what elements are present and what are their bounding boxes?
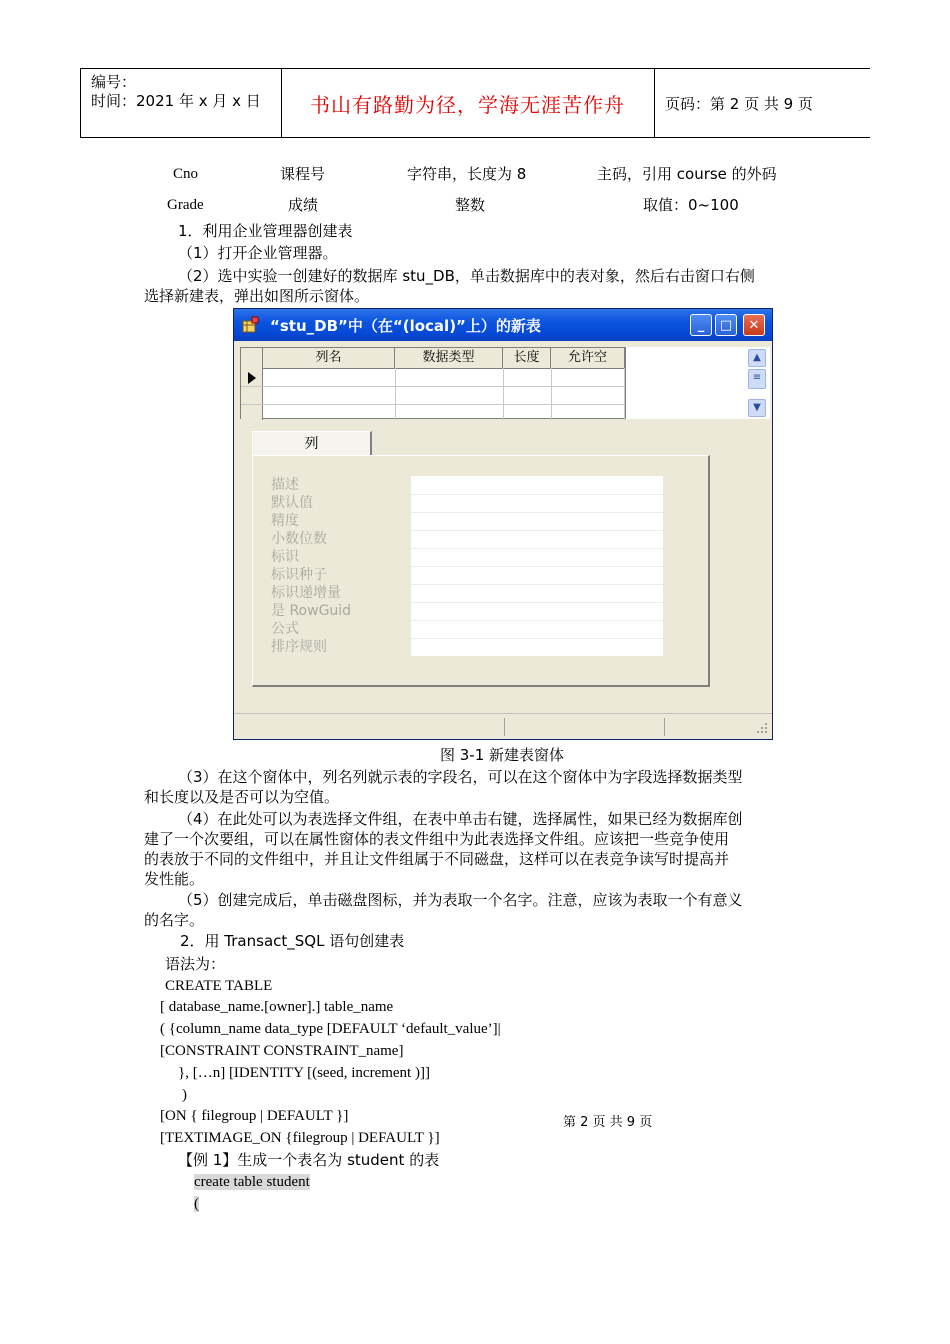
syntax-line: }, […n] [IDENTITY [(seed, increment )]] xyxy=(178,1065,430,1081)
property-values-box[interactable] xyxy=(411,476,663,656)
prop-default: 默认值 xyxy=(271,495,313,511)
window-titlebar[interactable] xyxy=(234,309,772,341)
page-label: 页码：第 2 页 共 9 页 xyxy=(665,95,813,113)
scroll-thumb[interactable]: ≡ xyxy=(748,369,766,389)
example-title: 【例 1】生成一个表名为 student 的表 xyxy=(178,1151,440,1169)
column-grid[interactable] xyxy=(240,347,626,419)
syntax-line: [CONSTRAINT CONSTRAINT_name] xyxy=(160,1043,404,1059)
paragraph: 发性能。 xyxy=(144,870,205,888)
number-label: 编号： xyxy=(91,73,137,91)
syntax-label: 语法为： xyxy=(165,955,226,973)
prop-identity: 标识 xyxy=(271,549,299,565)
paragraph: （1）打开企业管理器。 xyxy=(178,244,338,262)
prop-identity-seed: 标识种子 xyxy=(271,567,327,583)
row-selector[interactable] xyxy=(241,368,263,420)
syntax-line: [ON { filegroup | DEFAULT }] xyxy=(160,1108,349,1124)
prop-precision: 精度 xyxy=(271,513,299,529)
field-name: Cno xyxy=(173,166,199,182)
column-header-length[interactable]: 长度 xyxy=(503,348,551,368)
example-code-line xyxy=(194,1172,310,1192)
field-note: 主码，引用 course 的外码 xyxy=(597,165,777,183)
grid-corner xyxy=(241,348,263,368)
field-name: Grade xyxy=(167,197,204,213)
scroll-down-button[interactable]: ▼ xyxy=(748,399,766,417)
column-properties-panel xyxy=(252,455,710,687)
syntax-line: [TEXTIMAGE_ON {filegroup | DEFAULT }] xyxy=(160,1130,440,1146)
tab-columns[interactable]: 列 xyxy=(252,431,372,455)
code-text: ( xyxy=(194,1196,199,1212)
header-table xyxy=(80,68,870,138)
motto: 书山有路勤为径，学海无涯苦作舟 xyxy=(310,93,625,117)
grid-scroll-area xyxy=(626,347,770,419)
prop-collation: 排序规则 xyxy=(271,639,327,655)
paragraph: 和长度以及是否可以为空值。 xyxy=(144,788,340,806)
grid-header-row xyxy=(241,348,625,369)
prop-description: 描述 xyxy=(271,477,299,493)
prop-rowguid: 是 RowGuid xyxy=(271,603,352,619)
paragraph: 的表放于不同的文件组中，并且让文件组属于不同磁盘，这样可以在表竞争读写时提高并 xyxy=(144,850,730,868)
figure-caption: 图 3-1 新建表窗体 xyxy=(440,746,565,764)
prop-formula: 公式 xyxy=(271,621,299,637)
paragraph: （3）在这个窗体中，列名列就示表的字段名，可以在这个窗体中为字段选择数据类型 xyxy=(178,768,743,786)
field-label: 成绩 xyxy=(288,196,319,214)
syntax-line: ) xyxy=(182,1087,187,1103)
prop-identity-increment: 标识递增量 xyxy=(271,585,341,601)
column-properties-area xyxy=(240,425,768,715)
new-table-window xyxy=(233,308,773,740)
footer-page-number: 第 2 页 共 9 页 xyxy=(563,1115,653,1130)
table-designer-icon xyxy=(242,316,260,334)
field-note: 取值：0~100 xyxy=(643,196,739,214)
close-button[interactable]: ✕ xyxy=(743,314,765,336)
syntax-line: CREATE TABLE xyxy=(165,978,273,994)
resize-grip-icon[interactable] xyxy=(756,722,768,734)
scroll-up-button[interactable]: ▲ xyxy=(748,349,766,367)
maximize-button[interactable]: □ xyxy=(715,314,737,336)
paragraph: 建了一个次要组，可以在属性窗体的表文件组中为此表选择文件组。应该把一些竞争使用 xyxy=(144,830,730,848)
paragraph: （5）创建完成后，单击磁盘图标，并为表取一个名字。注意，应该为表取一个有意义 xyxy=(178,891,743,909)
syntax-line: ( {column_name data_type [DEFAULT ‘default_value’]| xyxy=(160,1021,501,1037)
header-right-cell xyxy=(655,69,870,137)
section-heading-2: 2．用 Transact_SQL 语句创建表 xyxy=(180,932,405,950)
current-row-arrow-icon xyxy=(247,372,257,384)
field-label: 课程号 xyxy=(280,165,326,183)
field-type: 字符串，长度为 8 xyxy=(407,165,527,183)
column-header-datatype[interactable]: 数据类型 xyxy=(395,348,503,368)
column-header-nullable[interactable]: 允许空 xyxy=(551,348,625,368)
code-text: create table student xyxy=(194,1174,310,1190)
syntax-line: [ database_name.[owner].] table_name xyxy=(160,999,394,1015)
column-header-name[interactable]: 列名 xyxy=(263,348,395,368)
status-bar xyxy=(234,713,772,740)
section-heading-1: 1．利用企业管理器创建表 xyxy=(178,222,353,240)
example-code-line xyxy=(194,1194,199,1214)
paragraph: （4）在此处可以为表选择文件组，在表中单击右键，选择属性，如果已经为数据库创 xyxy=(178,810,743,828)
header-left-cell xyxy=(80,69,282,137)
paragraph: 的名字。 xyxy=(144,911,205,929)
prop-scale: 小数位数 xyxy=(271,531,327,547)
window-title: “stu_DB”中（在“(local)”上）的新表 xyxy=(270,317,541,335)
minimize-button[interactable]: _ xyxy=(690,314,712,336)
field-type: 整数 xyxy=(455,196,486,214)
paragraph: （2）选中实验一创建好的数据库 stu_DB，单击数据库中的表对象，然后右击窗口右侧 xyxy=(178,267,755,285)
time-label: 时间：2021 年 x 月 x 日 xyxy=(91,92,261,110)
paragraph: 选择新建表，弹出如图所示窗体。 xyxy=(144,287,370,305)
header-center-cell xyxy=(281,69,655,137)
